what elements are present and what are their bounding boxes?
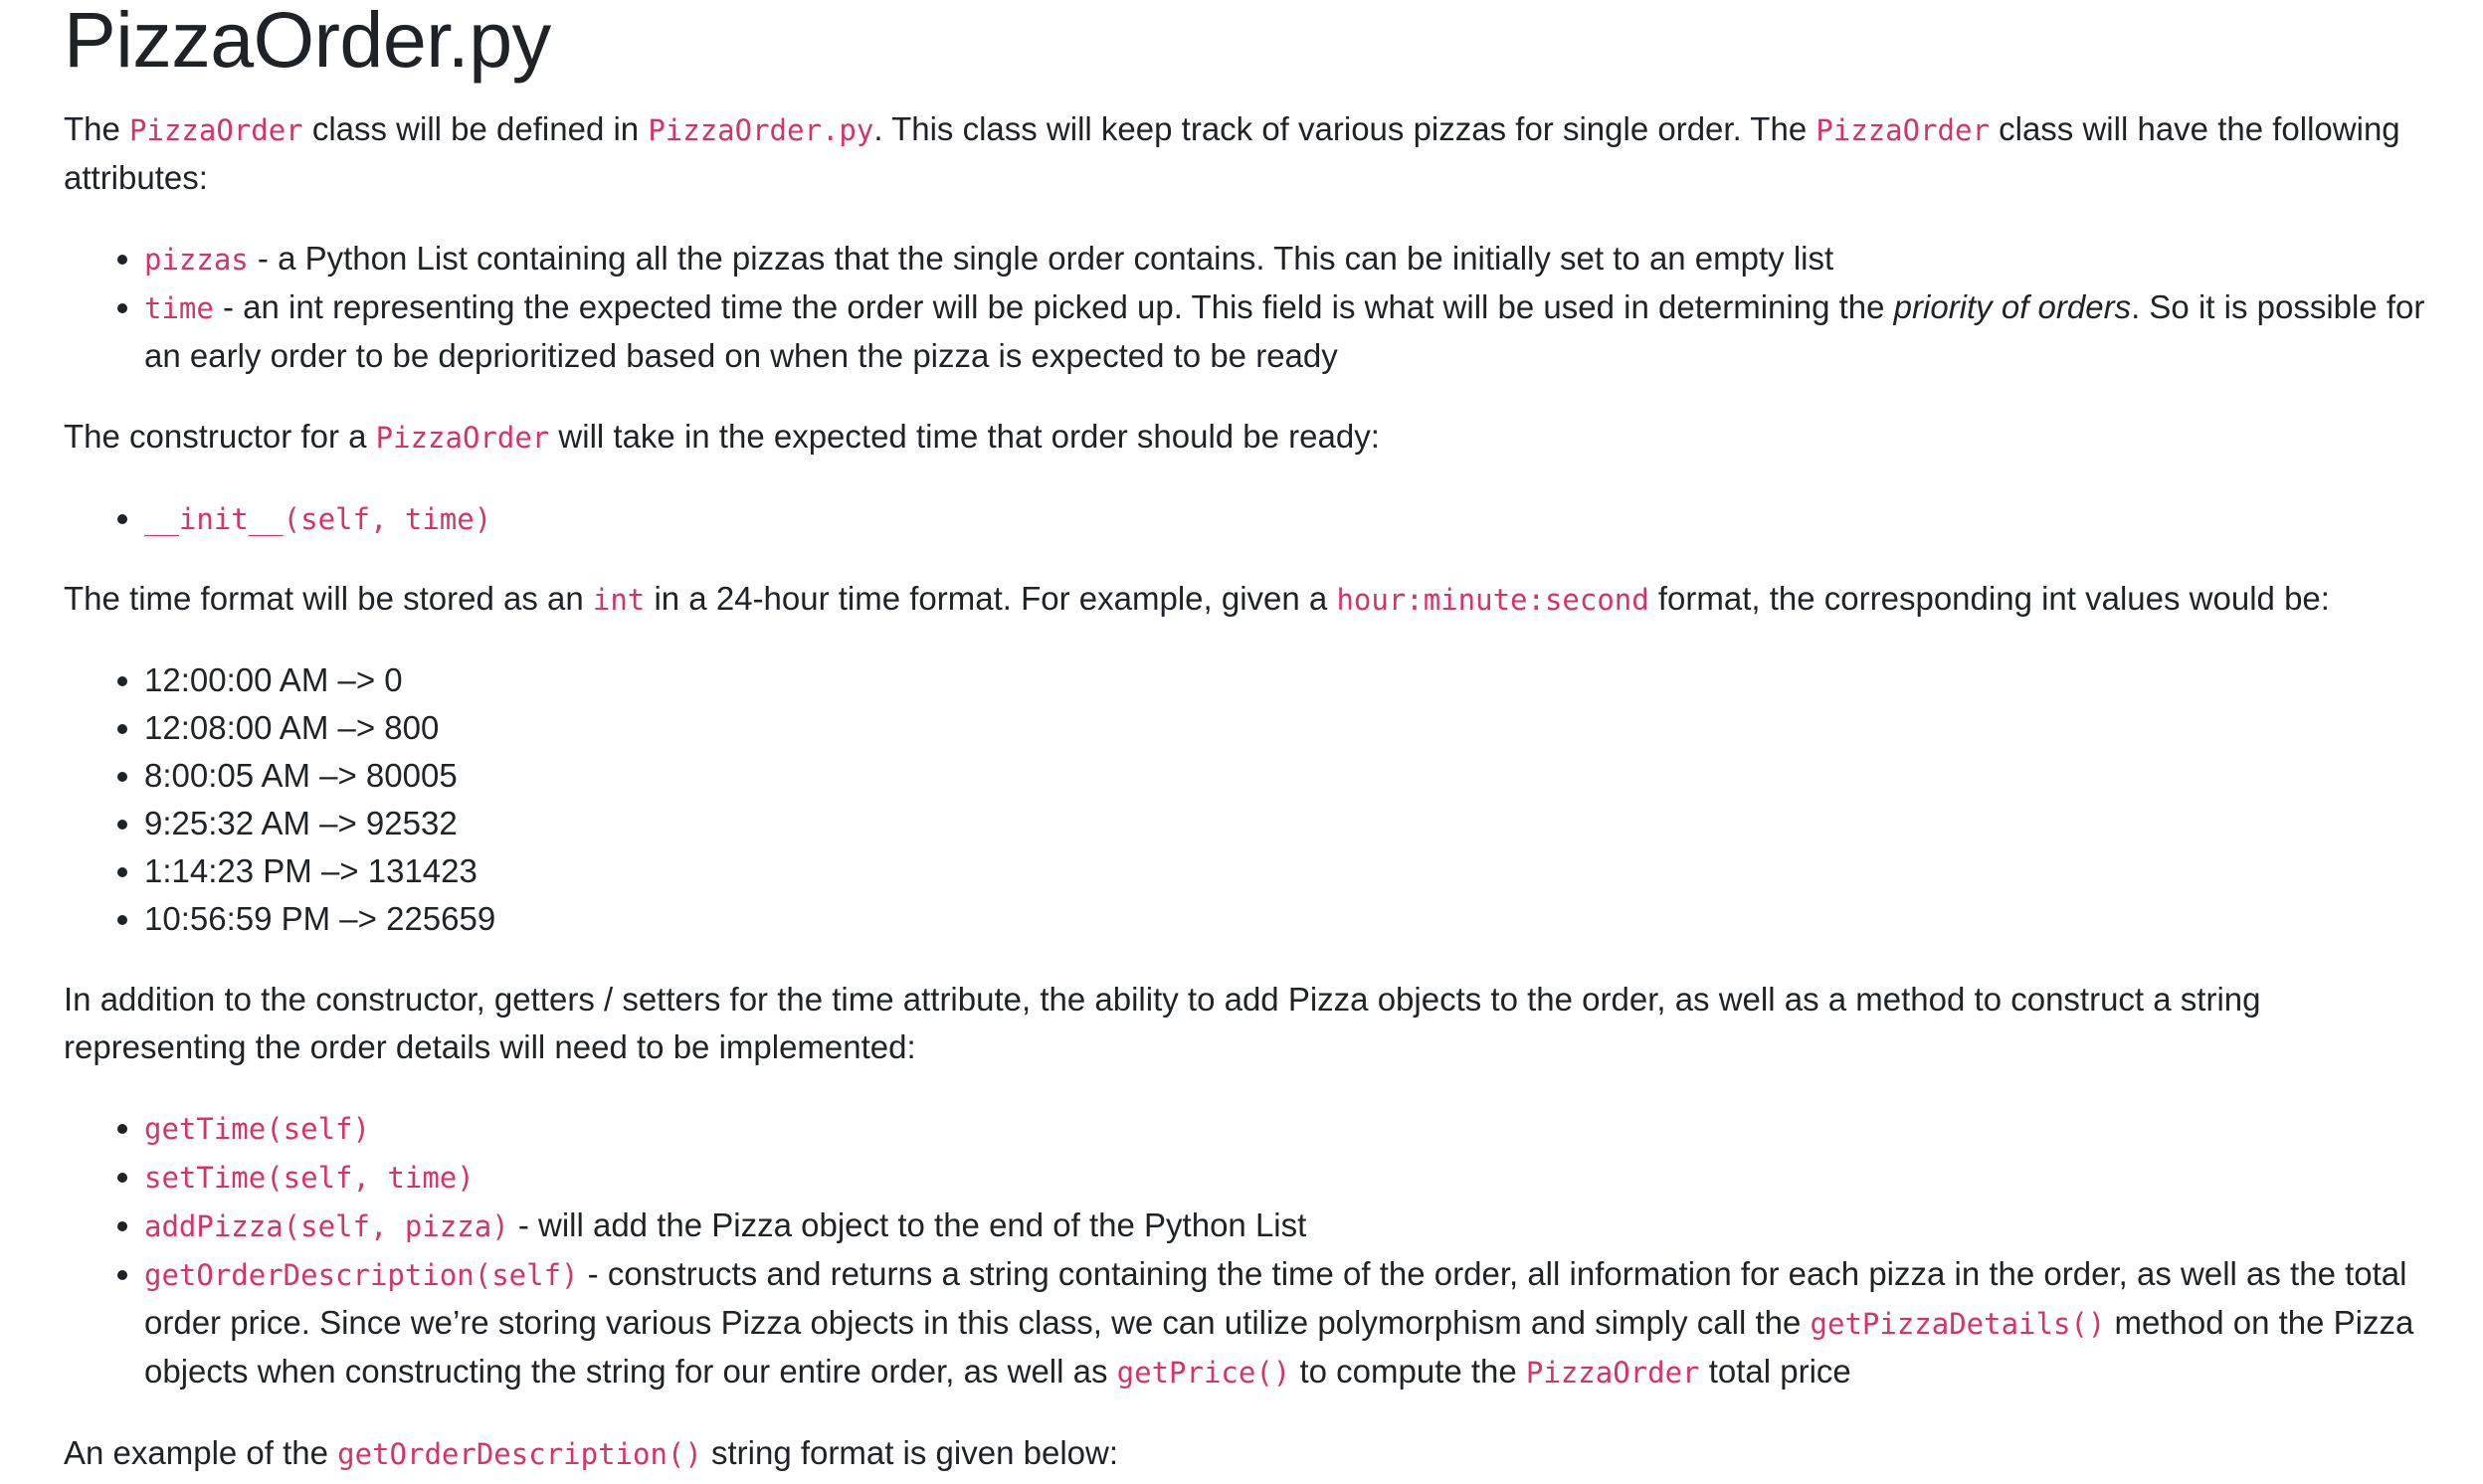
list-item: • 12:00:00 AM –> 0: [144, 656, 2443, 704]
text: - will add the Pizza object to the end of the Python List: [508, 1206, 1307, 1243]
inline-code: PizzaOrder: [375, 421, 550, 455]
list-item: [144, 1104, 2443, 1153]
list-item: [144, 283, 2443, 380]
list-item: • 10:56:59 PM –> 225659: [144, 895, 2443, 943]
time-format-paragraph: [64, 575, 2443, 624]
text: to compute the: [1290, 1353, 1526, 1390]
inline-code: pizzas: [144, 243, 249, 277]
text: . So it is possible for an early order to be deprioritized based on when the pizza is expected to be ready: [144, 288, 2425, 374]
text: method on the Pizza objects when constructing the string for our entire order, as well as: [144, 1304, 2414, 1390]
inline-code: PizzaOrder.py: [648, 113, 874, 147]
text: The constructor for a: [64, 418, 376, 455]
inline-code: PizzaOrder: [1815, 113, 1990, 147]
inline-code: PizzaOrder: [129, 113, 303, 147]
attributes-list: [64, 235, 2443, 380]
emphasis: priority of orders: [1893, 288, 2132, 325]
constructor-paragraph: [64, 413, 2443, 462]
list-item: • 1:14:23 PM –> 131423: [144, 847, 2443, 895]
text: The time format will be stored as an: [64, 580, 593, 617]
list-item: [144, 1153, 2443, 1202]
text: total price: [1699, 1353, 1851, 1390]
text: class will have the following attributes:: [64, 110, 2400, 196]
inline-code: addPizza(self, pizza): [144, 1209, 509, 1243]
text: . This class will keep track of various pizzas for single order. The: [873, 110, 1816, 147]
methods-paragraph: In addition to the constructor, getters / setters for the time attribute, the ability to add Pizza objects to the order, as well as a method to construct a string representing the order details will need to be implemented:: [64, 981, 2261, 1065]
example-paragraph: [64, 1429, 2443, 1478]
inline-code: getOrderDescription(self): [144, 1258, 579, 1292]
inline-code: getOrderDescription(): [337, 1437, 702, 1471]
list-item: [144, 494, 2443, 543]
inline-code: hour:minute:second: [1336, 583, 1649, 617]
intro-paragraph: [64, 105, 2443, 202]
inline-code: int: [592, 583, 646, 617]
list-item: [144, 1250, 2443, 1396]
list-item: • 9:25:32 AM –> 92532: [144, 800, 2443, 847]
list-item: • 8:00:05 AM –> 80005: [144, 752, 2443, 800]
inline-code: time: [144, 291, 214, 325]
time-examples-list: [64, 656, 2443, 943]
page-title: PizzaOrder.py: [64, 0, 551, 84]
text: will take in the expected time that order should be ready:: [549, 418, 1380, 455]
text: string format is given below:: [701, 1434, 1118, 1471]
list-item: [144, 1202, 2443, 1250]
list-item: • 12:08:00 AM –> 800: [144, 704, 2443, 752]
constructor-list: [64, 494, 2443, 543]
inline-code: setTime(self, time): [144, 1161, 475, 1195]
methods-list: [64, 1104, 2443, 1396]
inline-code: PizzaOrder: [1525, 1356, 1700, 1390]
inline-code: getPrice(): [1116, 1356, 1291, 1390]
text: - a Python List containing all the pizzas that the single order contains. This can be initially set to an empty list: [248, 240, 1834, 277]
inline-code: __init__(self, time): [144, 502, 492, 536]
text: An example of the: [64, 1434, 338, 1471]
list-item: [144, 235, 2443, 283]
text: - constructs and returns a string containing the time of the order, all information for each pizza in the order, as well as the total order price. Since we’re storing various Pizza objects in this class, we can utilize polymorphism and simply call the: [144, 1255, 2407, 1341]
text: class will be defined in: [302, 110, 649, 147]
text: The: [64, 110, 130, 147]
text: in a 24-hour time format. For example, given a: [645, 580, 1337, 617]
text: format, the corresponding int values would be:: [1648, 580, 2330, 617]
inline-code: getPizzaDetails(): [1810, 1307, 2106, 1341]
text: - an int representing the expected time the order will be picked up. This field is what will be used in determining the: [213, 288, 1894, 325]
inline-code: getTime(self): [144, 1112, 370, 1146]
